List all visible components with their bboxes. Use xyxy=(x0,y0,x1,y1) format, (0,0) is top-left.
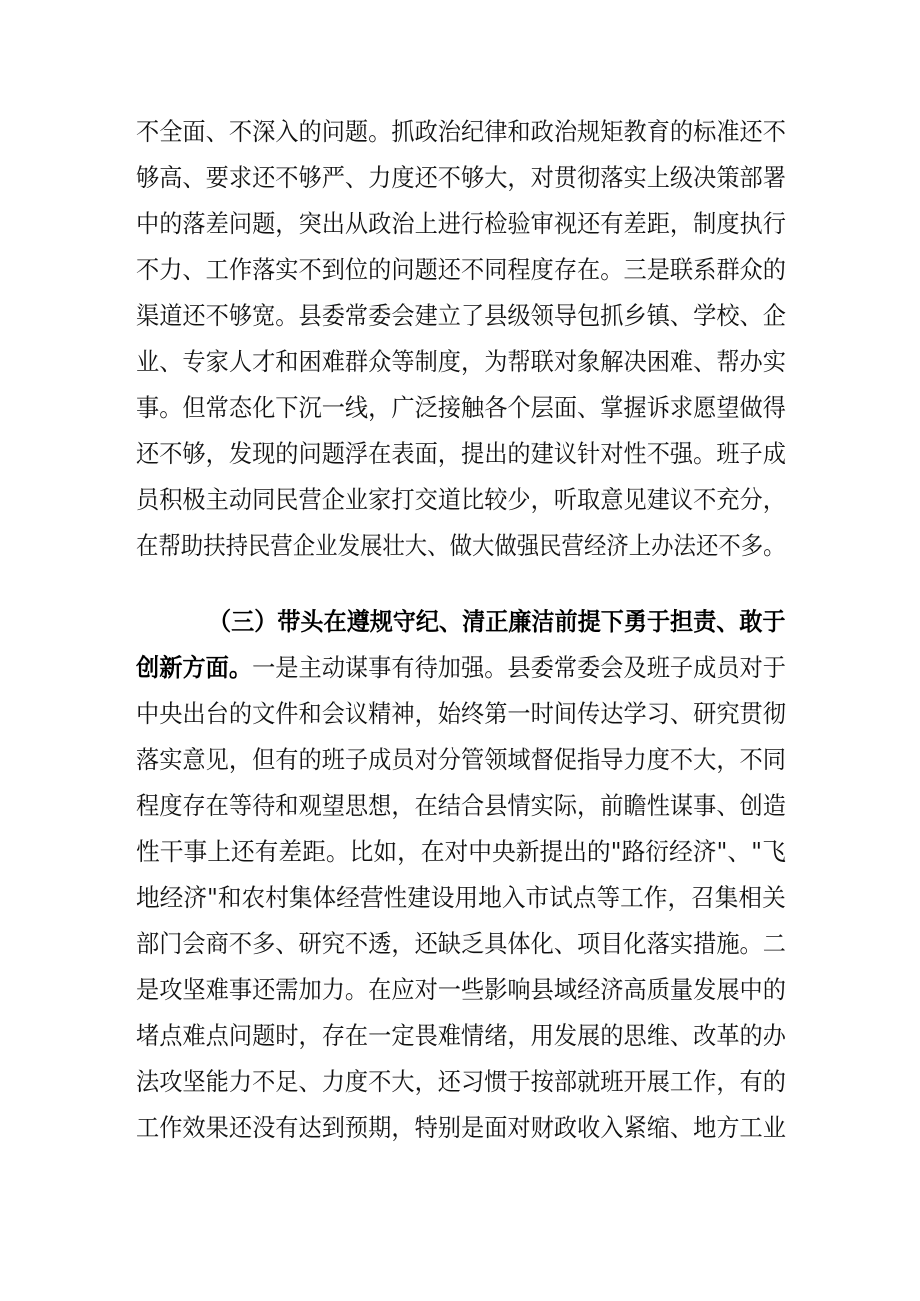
text-line: 不力、工作落实不到位的问题还不同程度存在。三是联系群众的 xyxy=(136,255,786,284)
text-line: 业、专家人才和困难群众等制度，为帮联对象解决困难、帮办实 xyxy=(136,347,786,376)
text-line: 员积极主动同民营企业家打交道比较少，听取意见建议不充分， xyxy=(136,485,786,514)
text-line: 事。但常态化下沉一线，广泛接触各个层面、掌握诉求愿望做得 xyxy=(136,393,786,422)
text-run: 一是主动谋事有待加强。县委常委会及班子成员对于 xyxy=(252,653,786,682)
section-heading: （三）带头在遵规守纪、清正廉洁前提下勇于担责、敢于 xyxy=(208,607,786,636)
text-line: 中央出台的文件和会议精神，始终第一时间传达学习、研究贯彻 xyxy=(136,699,786,728)
text-line: 程度存在等待和观望思想，在结合县情实际，前瞻性谋事、创造 xyxy=(136,791,786,820)
text-line: 是攻坚难事还需加力。在应对一些影响县域经济高质量发展中的 xyxy=(136,975,786,1004)
text-line: 性干事上还有差距。比如，在对中央新提出的"路衍经济"、"飞 xyxy=(136,837,786,866)
text-line: 中的落差问题，突出从政治上进行检验审视还有差距，制度执行 xyxy=(136,209,786,238)
text-line: 落实意见，但有的班子成员对分管领域督促指导力度不大，不同 xyxy=(136,745,786,774)
text-line: 渠道还不够宽。县委常委会建立了县级领导包抓乡镇、学校、企 xyxy=(136,301,786,330)
text-line: 在帮助扶持民营企业发展壮大、做大做强民营经济上办法还不多。 xyxy=(136,531,786,560)
text-line: 法攻坚能力不足、力度不大，还习惯于按部就班开展工作，有的 xyxy=(136,1067,786,1096)
text-line: 地经济"和农村集体经营性建设用地入市试点等工作，召集相关 xyxy=(136,883,786,912)
text-line xyxy=(136,650,786,686)
text-line: 够高、要求还不够严、力度还不够大，对贯彻落实上级决策部署 xyxy=(136,163,786,192)
section-heading-end: 创新方面。 xyxy=(136,653,253,682)
text-line: 不全面、不深入的问题。抓政治纪律和政治规矩教育的标准还不 xyxy=(136,117,786,146)
text-line: 部门会商不多、研究不透，还缺乏具体化、项目化落实措施。二 xyxy=(136,929,786,958)
text-line: 堵点难点问题时，存在一定畏难情绪，用发展的思维、改革的办 xyxy=(136,1021,786,1050)
text-line: 还不够，发现的问题浮在表面，提出的建议针对性不强。班子成 xyxy=(136,439,786,468)
text-line: 工作效果还没有达到预期，特别是面对财政收入紧缩、地方工业 xyxy=(136,1113,786,1142)
